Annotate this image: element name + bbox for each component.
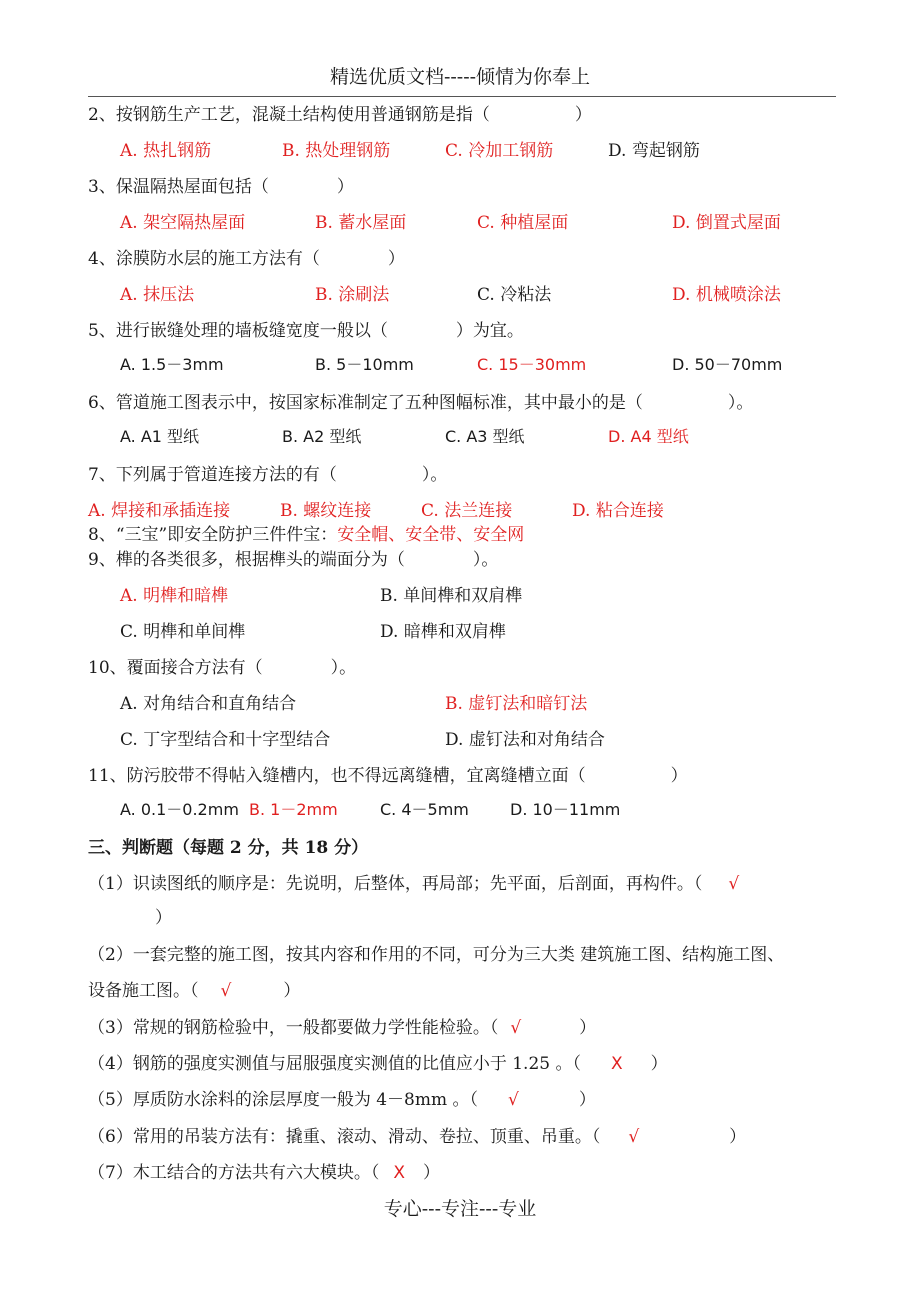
- judge-item-3: [88, 1013, 596, 1038]
- question-2-options: [120, 136, 820, 160]
- q2-option-c: C. 冷加工钢筋: [445, 141, 554, 161]
- q5-option-c: C. 15－30mm: [477, 355, 587, 374]
- q4-option-a: A. 抹压法: [120, 285, 195, 305]
- judge-2-close: ）: [283, 981, 301, 1001]
- question-10-options-row1: [120, 689, 820, 713]
- q9-option-a: A. 明榫和暗榫: [120, 586, 229, 606]
- q6-option-d: D. A4 型纸: [608, 427, 689, 446]
- q11-option-b: B. 1－2mm: [249, 800, 338, 819]
- judge-item-5: [88, 1085, 596, 1110]
- question-5-options: [120, 352, 820, 376]
- q3-option-b: B. 蓄水屋面: [315, 213, 407, 233]
- judge-3-text: （3）常规的钢筋检验中，一般都要做力学性能检验。（: [88, 1018, 499, 1038]
- judge-3-close: ）: [579, 1018, 597, 1038]
- judge-1-text: （1）识读图纸的顺序是：先说明，后整体，再局部；先平面，后剖面，再构件。（: [88, 874, 703, 894]
- q3-option-d: D. 倒置式屋面: [672, 213, 781, 233]
- q2-option-b: B. 热处理钢筋: [282, 141, 391, 161]
- q9-option-b: B. 单间榫和双肩榫: [380, 586, 523, 606]
- page-footer: 专心---专注---专业: [383, 1198, 537, 1220]
- question-8-answer: 安全帽、安全带、安全网: [337, 525, 525, 545]
- judge-1-close: ）: [155, 908, 172, 928]
- judge-5-close: ）: [578, 1090, 596, 1110]
- question-8: [88, 520, 524, 545]
- q7-option-c: C. 法兰连接: [421, 501, 513, 521]
- question-10-options-row2: [120, 725, 820, 749]
- judge-2-text: 设备施工图。（: [88, 981, 199, 1001]
- q11-option-a: A. 0.1－0.2mm: [120, 800, 239, 819]
- question-10: 10、覆面接合方法有（ ）。: [88, 658, 357, 678]
- question-3: 3、保温隔热屋面包括（ ）: [88, 177, 354, 197]
- judge-item-7: [88, 1158, 440, 1183]
- q6-option-a: A. A1 型纸: [120, 427, 200, 446]
- judge-6-mark: √: [628, 1127, 640, 1147]
- judge-2-mark: √: [220, 981, 232, 1001]
- q2-option-a: A. 热扎钢筋: [120, 141, 212, 161]
- judge-3-mark: √: [510, 1018, 522, 1038]
- q10-option-c: C. 丁字型结合和十字型结合: [120, 730, 331, 750]
- q4-option-d: D. 机械喷涂法: [672, 285, 781, 305]
- judge-5-text: （5）厚质防水涂料的涂层厚度一般为 4－8mm 。（: [88, 1090, 478, 1110]
- q7-option-a: A. 焊接和承插连接: [88, 501, 231, 521]
- question-3-options: [120, 208, 820, 232]
- q5-option-d: D. 50－70mm: [672, 355, 783, 374]
- header-rule: [88, 96, 836, 97]
- page-header: 精选优质文档-----倾情为你奉上: [329, 66, 591, 88]
- q7-option-b: B. 螺纹连接: [280, 501, 372, 521]
- q9-option-d: D. 暗榫和双肩榫: [380, 622, 506, 642]
- question-7: 7、下列属于管道连接方法的有（ ）。: [88, 465, 448, 485]
- judge-item-2-line1: （2）一套完整的施工图，按其内容和作用的不同，可分为三大类 建筑施工图、结构施工图、: [88, 945, 785, 965]
- q9-option-c: C. 明榫和单间榫: [120, 622, 246, 642]
- question-9-options-row2: [120, 617, 820, 641]
- judge-7-close: ）: [422, 1163, 440, 1183]
- judge-6-close: ）: [729, 1127, 747, 1147]
- judge-6-text: （6）常用的吊装方法有：撬重、滚动、滑动、卷拉、顶重、吊重。（: [88, 1127, 601, 1147]
- question-2: 2、按钢筋生产工艺，混凝土结构使用普通钢筋是指（ ）: [88, 105, 592, 125]
- judge-item-1: [88, 869, 739, 894]
- judge-1-mark: √: [728, 874, 740, 894]
- question-4-options: [120, 280, 820, 304]
- q2-option-d: D. 弯起钢筋: [608, 141, 700, 161]
- q10-option-a: A. 对角结合和直角结合: [120, 694, 297, 714]
- q10-option-d: D. 虚钉法和对角结合: [445, 730, 605, 750]
- question-5: 5、进行嵌缝处理的墙板缝宽度一般以（ ）为宜。: [88, 321, 524, 341]
- q3-option-c: C. 种植屋面: [477, 213, 569, 233]
- q6-option-c: C. A3 型纸: [445, 427, 525, 446]
- question-7-options: [88, 496, 788, 520]
- question-11-options: [120, 797, 820, 821]
- q3-option-a: A. 架空隔热屋面: [120, 213, 246, 233]
- judge-7-text: （7）木工结合的方法共有六大模块。（: [88, 1163, 380, 1183]
- q10-option-b: B. 虚钉法和暗钉法: [445, 694, 588, 714]
- question-9-options-row1: [120, 581, 820, 605]
- q4-option-c: C. 冷粘法: [477, 285, 552, 305]
- question-4: 4、涂膜防水层的施工方法有（ ）: [88, 249, 405, 269]
- question-8-text: 8、“三宝”即安全防护三件件宝：: [88, 525, 338, 545]
- judge-4-text: （4）钢筋的强度实测值与屈服强度实测值的比值应小于 1.25 。（: [88, 1054, 581, 1074]
- judge-7-mark: X: [393, 1163, 405, 1183]
- judge-item-2-line2: [88, 976, 300, 1001]
- q6-option-b: B. A2 型纸: [282, 427, 362, 446]
- q7-option-d: D. 粘合连接: [572, 501, 664, 521]
- q5-option-b: B. 5－10mm: [315, 355, 414, 374]
- judge-item-6: [88, 1122, 746, 1147]
- question-6: 6、管道施工图表示中，按国家标准制定了五种图幅标准，其中最小的是（ ）。: [88, 393, 754, 413]
- question-11: 11、防污胶带不得帖入缝槽内，也不得远离缝槽，宜离缝槽立面（ ）: [88, 766, 688, 786]
- question-9: 9、榫的各类很多，根据榫头的端面分为（ ）。: [88, 550, 499, 570]
- judge-item-4: [88, 1049, 668, 1074]
- judge-5-mark: √: [508, 1090, 519, 1110]
- judge-4-close: ）: [650, 1054, 668, 1074]
- question-6-options: [120, 424, 820, 448]
- q11-option-c: C. 4－5mm: [380, 800, 469, 819]
- section-3-title: 三、判断题（每题 2 分，共 18 分）: [88, 838, 369, 858]
- judge-4-mark: X: [610, 1054, 623, 1074]
- q5-option-a: A. 1.5－3mm: [120, 355, 224, 374]
- q11-option-d: D. 10－11mm: [510, 800, 621, 819]
- q4-option-b: B. 涂刷法: [315, 285, 390, 305]
